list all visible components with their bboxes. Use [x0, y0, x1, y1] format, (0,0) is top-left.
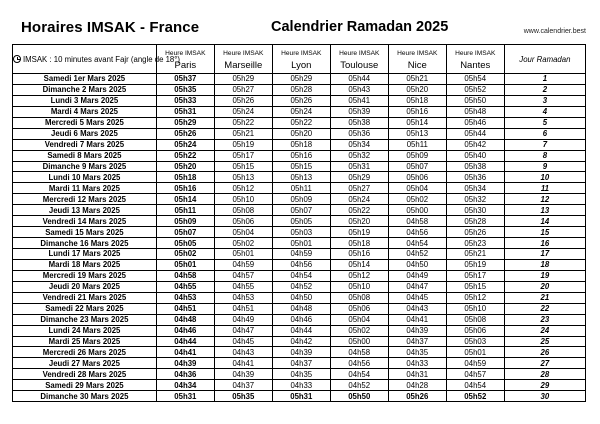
table-row: [13, 270, 586, 281]
time-cell: 05h23: [446, 238, 504, 249]
time-cell: 05h26: [156, 128, 214, 139]
time-cell: 04h58: [330, 347, 388, 358]
page-title: Horaires IMSAK - France: [21, 19, 200, 36]
time-cell: 05h27: [330, 183, 388, 194]
table-row: [13, 106, 586, 117]
day-number-cell: 2: [504, 84, 585, 95]
time-cell: 05h13: [388, 128, 446, 139]
date-cell: Lundi 17 Mars 2025: [13, 249, 157, 260]
date-cell: Mardi 4 Mars 2025: [13, 106, 157, 117]
time-cell: 05h16: [330, 249, 388, 260]
time-cell: 04h43: [214, 347, 272, 358]
time-cell: 05h20: [156, 161, 214, 172]
city-name: Nice: [407, 59, 427, 71]
time-cell: 05h31: [156, 391, 214, 402]
time-cell: 05h01: [214, 249, 272, 260]
time-cell: 05h01: [156, 259, 214, 270]
time-cell: 04h56: [272, 259, 330, 270]
time-cell: 04h41: [388, 314, 446, 325]
time-cell: 05h21: [388, 74, 446, 85]
time-cell: 04h56: [330, 358, 388, 369]
time-cell: 05h12: [446, 292, 504, 303]
table-row: [13, 303, 586, 314]
table-row: [13, 238, 586, 249]
table-row: [13, 139, 586, 150]
time-cell: 05h00: [388, 205, 446, 216]
time-cell: 05h26: [214, 95, 272, 106]
calendar-title: Calendrier Ramadan 2025: [271, 19, 449, 35]
time-cell: 05h07: [272, 205, 330, 216]
time-cell: 05h11: [272, 183, 330, 194]
time-cell: 05h21: [446, 249, 504, 260]
day-number-cell: 9: [504, 161, 585, 172]
time-cell: 05h04: [388, 183, 446, 194]
time-cell: 05h48: [446, 106, 504, 117]
time-cell: 05h29: [330, 172, 388, 183]
time-cell: 04h42: [272, 336, 330, 347]
table-row: [13, 325, 586, 336]
time-cell: 05h34: [330, 139, 388, 150]
time-cell: 04h54: [446, 380, 504, 391]
day-number-cell: 16: [504, 238, 585, 249]
day-number-cell: 26: [504, 347, 585, 358]
day-number-cell: 8: [504, 150, 585, 161]
date-cell: Mercredi 26 Mars 2025: [13, 347, 157, 358]
time-cell: 04h33: [388, 358, 446, 369]
time-cell: 05h13: [214, 172, 272, 183]
time-cell: 05h35: [156, 84, 214, 95]
time-cell: 04h37: [214, 380, 272, 391]
time-cell: 05h19: [446, 259, 504, 270]
time-cell: 05h32: [446, 194, 504, 205]
time-cell: 04h41: [214, 358, 272, 369]
time-cell: 05h44: [330, 74, 388, 85]
city-name: Lyon: [291, 59, 312, 71]
time-cell: 05h26: [446, 227, 504, 238]
table-row: [13, 95, 586, 106]
date-cell: Mercredi 12 Mars 2025: [13, 194, 157, 205]
table-row: [13, 227, 586, 238]
date-cell: Jeudi 20 Mars 2025: [13, 281, 157, 292]
time-cell: 05h09: [272, 194, 330, 205]
day-number-cell: 12: [504, 194, 585, 205]
time-cell: 05h12: [330, 270, 388, 281]
day-number-cell: 13: [504, 205, 585, 216]
time-cell: 05h11: [156, 205, 214, 216]
page-header: [0, 0, 600, 40]
day-number-cell: 28: [504, 369, 585, 380]
table-row: [13, 183, 586, 194]
time-cell: 04h48: [156, 314, 214, 325]
time-cell: 04h58: [156, 270, 214, 281]
time-cell: 05h24: [214, 106, 272, 117]
time-cell: 05h24: [272, 106, 330, 117]
table-header-row: [13, 45, 586, 74]
time-cell: 04h46: [272, 314, 330, 325]
time-cell: 04h54: [272, 270, 330, 281]
city-header-nantes: [446, 45, 504, 74]
time-cell: 05h26: [272, 95, 330, 106]
time-cell: 05h20: [272, 128, 330, 139]
time-cell: 05h19: [330, 227, 388, 238]
date-cell: Jeudi 27 Mars 2025: [13, 358, 157, 369]
time-cell: 04h31: [388, 369, 446, 380]
time-cell: 04h35: [272, 369, 330, 380]
time-cell: 05h08: [446, 314, 504, 325]
date-cell: Dimanche 30 Mars 2025: [13, 391, 157, 402]
time-cell: 05h18: [388, 95, 446, 106]
day-number-cell: 17: [504, 249, 585, 260]
time-cell: 05h10: [330, 281, 388, 292]
corner-label: IMSAK : 10 minutes avant Fajr (angle de 18°): [23, 54, 180, 64]
date-cell: Lundi 3 Mars 2025: [13, 95, 157, 106]
time-cell: 05h34: [446, 183, 504, 194]
time-cell: 05h03: [446, 336, 504, 347]
time-cell: 05h00: [330, 336, 388, 347]
time-cell: 05h50: [446, 95, 504, 106]
time-cell: 04h35: [388, 347, 446, 358]
column-label: Heure IMSAK: [165, 49, 206, 57]
time-cell: 05h03: [272, 227, 330, 238]
city-header-nice: [388, 45, 446, 74]
time-cell: 04h49: [214, 314, 272, 325]
time-cell: 04h39: [156, 358, 214, 369]
column-label: Heure IMSAK: [455, 49, 496, 57]
table-row: [13, 172, 586, 183]
time-cell: 05h24: [156, 139, 214, 150]
table-row: [13, 128, 586, 139]
time-cell: 04h34: [156, 380, 214, 391]
table-row: [13, 292, 586, 303]
time-cell: 05h52: [446, 391, 504, 402]
table-row: [13, 369, 586, 380]
time-cell: 05h02: [330, 325, 388, 336]
day-number-cell: 30: [504, 391, 585, 402]
time-cell: 04h47: [388, 281, 446, 292]
day-number-cell: 20: [504, 281, 585, 292]
time-cell: 04h39: [388, 325, 446, 336]
time-cell: 05h01: [446, 347, 504, 358]
time-cell: 04h54: [330, 369, 388, 380]
time-cell: 05h24: [330, 194, 388, 205]
table-row: [13, 380, 586, 391]
date-cell: Mardi 25 Mars 2025: [13, 336, 157, 347]
corner-header: [13, 45, 180, 74]
time-cell: 05h41: [330, 95, 388, 106]
table-row: [13, 74, 586, 85]
time-cell: 05h20: [330, 216, 388, 227]
time-cell: 05h06: [214, 216, 272, 227]
day-number-cell: 10: [504, 172, 585, 183]
time-cell: 05h06: [330, 303, 388, 314]
time-cell: 04h53: [156, 292, 214, 303]
time-cell: 05h09: [388, 150, 446, 161]
time-cell: 04h50: [388, 259, 446, 270]
table-row: [13, 249, 586, 260]
time-cell: 05h39: [330, 106, 388, 117]
date-cell: Vendredi 14 Mars 2025: [13, 216, 157, 227]
time-cell: 05h15: [272, 161, 330, 172]
date-cell: Jeudi 6 Mars 2025: [13, 128, 157, 139]
time-cell: 04h44: [156, 336, 214, 347]
time-cell: 04h39: [272, 347, 330, 358]
time-cell: 04h55: [214, 281, 272, 292]
city-header-marseille: [214, 45, 272, 74]
day-number-cell: 24: [504, 325, 585, 336]
time-cell: 05h18: [272, 139, 330, 150]
time-cell: 04h37: [272, 358, 330, 369]
column-label: Heure IMSAK: [397, 49, 438, 57]
time-cell: 05h31: [272, 391, 330, 402]
time-cell: 05h43: [330, 84, 388, 95]
clock-icon: [13, 55, 21, 63]
date-cell: Vendredi 7 Mars 2025: [13, 139, 157, 150]
city-name: Marseille: [224, 59, 263, 71]
date-cell: Lundi 24 Mars 2025: [13, 325, 157, 336]
time-cell: 05h05: [272, 216, 330, 227]
time-cell: 05h33: [156, 95, 214, 106]
table-row: [13, 358, 586, 369]
time-cell: 05h02: [214, 238, 272, 249]
time-cell: 05h14: [156, 194, 214, 205]
day-number-cell: 18: [504, 259, 585, 270]
time-cell: 05h29: [214, 74, 272, 85]
time-cell: 05h37: [156, 74, 214, 85]
time-cell: 04h56: [388, 227, 446, 238]
time-cell: 05h31: [330, 161, 388, 172]
column-label: Heure IMSAK: [339, 49, 380, 57]
city-header-lyon: [272, 45, 330, 74]
day-number-cell: 25: [504, 336, 585, 347]
day-number-cell: 1: [504, 74, 585, 85]
time-cell: 05h06: [446, 325, 504, 336]
time-cell: 04h36: [156, 369, 214, 380]
time-cell: 04h49: [388, 270, 446, 281]
time-cell: 04h52: [330, 380, 388, 391]
time-cell: 04h53: [214, 292, 272, 303]
time-cell: 05h16: [272, 150, 330, 161]
time-cell: 05h31: [156, 106, 214, 117]
time-cell: 04h48: [272, 303, 330, 314]
time-cell: 05h35: [214, 391, 272, 402]
time-cell: 05h10: [214, 194, 272, 205]
time-cell: 04h55: [156, 281, 214, 292]
date-cell: Dimanche 9 Mars 2025: [13, 161, 157, 172]
date-cell: Vendredi 28 Mars 2025: [13, 369, 157, 380]
time-cell: 05h50: [330, 391, 388, 402]
time-cell: 05h42: [446, 139, 504, 150]
time-cell: 05h09: [156, 216, 214, 227]
time-cell: 05h22: [156, 150, 214, 161]
city-name: Paris: [174, 59, 197, 71]
date-cell: Mardi 11 Mars 2025: [13, 183, 157, 194]
time-cell: 05h16: [388, 106, 446, 117]
time-cell: 05h46: [446, 117, 504, 128]
city-header-toulouse: [330, 45, 388, 74]
time-cell: 05h26: [388, 391, 446, 402]
date-cell: Samedi 29 Mars 2025: [13, 380, 157, 391]
time-cell: 05h11: [388, 139, 446, 150]
time-cell: 04h51: [156, 303, 214, 314]
time-cell: 05h08: [330, 292, 388, 303]
time-cell: 05h07: [156, 227, 214, 238]
time-cell: 05h14: [330, 259, 388, 270]
time-cell: 05h22: [214, 117, 272, 128]
time-cell: 04h57: [446, 369, 504, 380]
city-name: Nantes: [460, 59, 491, 71]
table-row: [13, 216, 586, 227]
time-cell: 04h39: [214, 369, 272, 380]
time-cell: 05h52: [446, 84, 504, 95]
date-cell: Dimanche 2 Mars 2025: [13, 84, 157, 95]
table-row: [13, 117, 586, 128]
time-cell: 05h17: [214, 150, 272, 161]
day-number-cell: 21: [504, 292, 585, 303]
date-cell: Vendredi 21 Mars 2025: [13, 292, 157, 303]
day-number-cell: 14: [504, 216, 585, 227]
imsak-table: [12, 44, 586, 402]
time-cell: 05h06: [388, 172, 446, 183]
date-cell: Mercredi 5 Mars 2025: [13, 117, 157, 128]
time-cell: 05h04: [330, 314, 388, 325]
time-cell: 05h20: [388, 84, 446, 95]
time-cell: 04h50: [272, 292, 330, 303]
time-cell: 05h01: [272, 238, 330, 249]
date-cell: Mercredi 19 Mars 2025: [13, 270, 157, 281]
date-cell: Dimanche 23 Mars 2025: [13, 314, 157, 325]
table-row: [13, 259, 586, 270]
day-number-cell: 27: [504, 358, 585, 369]
time-cell: 04h28: [388, 380, 446, 391]
time-cell: 05h22: [272, 117, 330, 128]
time-cell: 05h07: [388, 161, 446, 172]
time-cell: 04h41: [156, 347, 214, 358]
time-cell: 05h29: [156, 117, 214, 128]
day-number-cell: 29: [504, 380, 585, 391]
time-cell: 04h51: [214, 303, 272, 314]
time-cell: 05h29: [272, 74, 330, 85]
time-cell: 05h32: [330, 150, 388, 161]
time-cell: 04h52: [272, 281, 330, 292]
table-row: [13, 336, 586, 347]
time-cell: 05h08: [214, 205, 272, 216]
date-cell: Samedi 22 Mars 2025: [13, 303, 157, 314]
time-cell: 04h33: [272, 380, 330, 391]
time-cell: 04h52: [388, 249, 446, 260]
time-cell: 04h44: [272, 325, 330, 336]
table-row: [13, 161, 586, 172]
jour-header: Jour Ramadan: [504, 45, 585, 74]
time-cell: 05h44: [446, 128, 504, 139]
city-name: Toulouse: [340, 59, 379, 71]
day-number-cell: 15: [504, 227, 585, 238]
time-cell: 04h58: [388, 216, 446, 227]
day-number-cell: 4: [504, 106, 585, 117]
column-label: Heure IMSAK: [223, 49, 264, 57]
time-cell: 05h36: [446, 172, 504, 183]
time-cell: 05h54: [446, 74, 504, 85]
time-cell: 04h47: [214, 325, 272, 336]
time-cell: 05h28: [446, 216, 504, 227]
time-cell: 05h18: [156, 172, 214, 183]
date-cell: Samedi 15 Mars 2025: [13, 227, 157, 238]
column-label: Heure IMSAK: [281, 49, 322, 57]
table-row: [13, 391, 586, 402]
day-number-cell: 11: [504, 183, 585, 194]
date-cell: Lundi 10 Mars 2025: [13, 172, 157, 183]
date-cell: Jeudi 13 Mars 2025: [13, 205, 157, 216]
table-row: [13, 84, 586, 95]
site-link[interactable]: www.calendrier.best: [523, 28, 586, 35]
time-cell: 05h22: [330, 205, 388, 216]
time-cell: 05h05: [156, 238, 214, 249]
time-cell: 05h15: [446, 281, 504, 292]
time-cell: 04h45: [388, 292, 446, 303]
table-row: [13, 150, 586, 161]
table-row: [13, 314, 586, 325]
time-cell: 04h43: [388, 303, 446, 314]
time-cell: 05h04: [214, 227, 272, 238]
day-number-cell: 3: [504, 95, 585, 106]
time-cell: 05h40: [446, 150, 504, 161]
time-cell: 05h27: [214, 84, 272, 95]
table-row: [13, 194, 586, 205]
day-number-cell: 5: [504, 117, 585, 128]
date-cell: Dimanche 16 Mars 2025: [13, 238, 157, 249]
time-cell: 05h30: [446, 205, 504, 216]
time-cell: 05h17: [446, 270, 504, 281]
table-row: [13, 281, 586, 292]
date-cell: Mardi 18 Mars 2025: [13, 259, 157, 270]
day-number-cell: 22: [504, 303, 585, 314]
table-row: [13, 347, 586, 358]
time-cell: 04h59: [446, 358, 504, 369]
time-cell: 05h13: [272, 172, 330, 183]
time-cell: 05h02: [156, 249, 214, 260]
day-number-cell: 23: [504, 314, 585, 325]
time-cell: 05h14: [388, 117, 446, 128]
time-cell: 05h38: [446, 161, 504, 172]
time-cell: 04h46: [156, 325, 214, 336]
time-cell: 04h37: [388, 336, 446, 347]
time-cell: 05h12: [214, 183, 272, 194]
time-cell: 04h54: [388, 238, 446, 249]
time-cell: 05h15: [214, 161, 272, 172]
time-cell: 05h38: [330, 117, 388, 128]
date-cell: Samedi 8 Mars 2025: [13, 150, 157, 161]
time-cell: 04h57: [214, 270, 272, 281]
table-row: [13, 205, 586, 216]
time-cell: 04h59: [214, 259, 272, 270]
time-cell: 05h02: [388, 194, 446, 205]
time-cell: 05h16: [156, 183, 214, 194]
time-cell: 05h36: [330, 128, 388, 139]
time-cell: 05h10: [446, 303, 504, 314]
day-number-cell: 19: [504, 270, 585, 281]
time-cell: 04h59: [272, 249, 330, 260]
time-cell: 05h21: [214, 128, 272, 139]
day-number-cell: 7: [504, 139, 585, 150]
day-number-cell: 6: [504, 128, 585, 139]
time-cell: 05h19: [214, 139, 272, 150]
date-cell: Samedi 1er Mars 2025: [13, 74, 157, 85]
time-cell: 05h18: [330, 238, 388, 249]
time-cell: 05h28: [272, 84, 330, 95]
time-cell: 04h45: [214, 336, 272, 347]
